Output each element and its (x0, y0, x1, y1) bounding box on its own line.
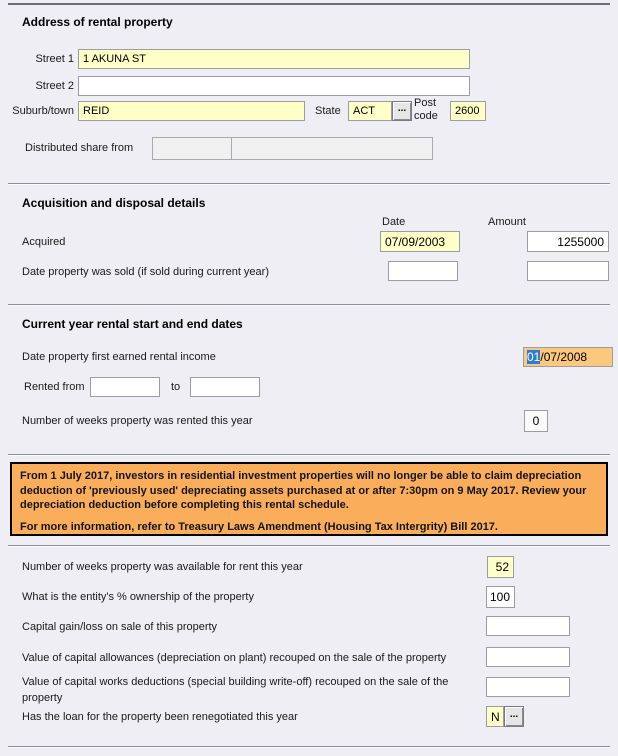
suburb-input[interactable]: REID (78, 101, 305, 121)
capital-allowances-input[interactable] (486, 647, 570, 667)
depreciation-warning-box (10, 462, 608, 536)
state-lookup-button[interactable]: ... (392, 101, 412, 121)
rented-from-label: Rented from (24, 381, 85, 393)
ownership-label: What is the entity's % ownership of the property (22, 591, 254, 603)
first-income-date-input[interactable] (523, 347, 613, 367)
bottom-divider (8, 746, 610, 748)
state-label: State (315, 105, 341, 117)
weeks-rented-label: Number of weeks property was rented this year (22, 415, 253, 427)
top-divider (8, 3, 610, 5)
postcode-input[interactable]: 2600 (450, 101, 486, 121)
amount-column-header: Amount (488, 216, 526, 228)
street1-input[interactable]: 1 AKUNA ST (78, 49, 470, 69)
sold-date-input[interactable] (388, 261, 458, 281)
suburb-label: Suburb/town (12, 105, 74, 117)
acquired-label: Acquired (22, 236, 66, 248)
capital-gain-input[interactable] (486, 616, 570, 636)
warning-paragraph-1: From 1 July 2017, investors in residential investment properties will no longer be able to claim depreciation deduction of 'previously used' depreciating assets purchased at or after 7:30pm on 9 May 2017. Review your depreciation deduction before completing this rental schedule. (20, 470, 587, 512)
sold-amount-input[interactable] (527, 261, 609, 281)
first-income-date-rest-text: /07/2008 (540, 350, 588, 364)
postcode-label: Post code (414, 97, 438, 122)
first-income-date-selected-text: 01 (527, 350, 541, 364)
date-column-header: Date (382, 216, 406, 228)
acquired-amount-input[interactable]: 1255000 (527, 231, 609, 252)
capital-works-input[interactable] (486, 677, 570, 697)
distributed-share-code[interactable] (153, 138, 231, 159)
distributed-share-name[interactable] (231, 138, 432, 159)
rented-to-label: to (171, 381, 181, 393)
loan-lookup-button[interactable]: ... (504, 706, 524, 727)
capital-works-label: Value of capital works deductions (special building write-off) recouped on the sale of the property (22, 676, 449, 704)
street2-label: Street 2 (35, 80, 74, 92)
loan-renegotiated-label: Has the loan for the property been renegotiated this year (22, 711, 298, 723)
warning-paragraph-2: For more information, refer to Treasury Laws Amendment (Housing Tax Intergrity) Bill 2017. (20, 520, 498, 533)
address-section-title: Address of rental property (22, 15, 173, 29)
rental-dates-section-title: Current year rental start and end dates (22, 317, 243, 331)
loan-renegotiated-input[interactable]: N (486, 706, 504, 727)
section-divider-1 (8, 183, 610, 185)
state-input[interactable]: ACT (348, 101, 392, 121)
street2-input[interactable] (78, 76, 470, 96)
distributed-share-separator (231, 138, 232, 159)
acquisition-section-title: Acquisition and disposal details (22, 196, 206, 210)
weeks-rented-field[interactable]: 0 (524, 410, 548, 432)
weeks-available-label: Number of weeks property was available for rent this year (22, 561, 303, 573)
capital-gain-label: Capital gain/loss on sale of this property (22, 621, 218, 633)
first-income-label: Date property first earned rental income (22, 351, 216, 363)
rented-from-input[interactable] (90, 377, 160, 397)
ownership-input[interactable]: 100 (486, 586, 515, 608)
section-divider-2 (8, 304, 610, 306)
section-divider-4 (8, 545, 610, 547)
street1-label: Street 1 (35, 53, 74, 65)
distributed-share-label: Distributed share from (25, 142, 134, 154)
capital-allowances-label: Value of capital allowances (depreciation on plant) recouped on the sale of the property (22, 652, 447, 664)
rented-to-input[interactable] (190, 377, 260, 397)
section-divider-3 (8, 454, 610, 456)
acquired-date-input[interactable]: 07/09/2003 (380, 231, 460, 252)
sold-date-label: Date property was sold (if sold during current year) (22, 266, 269, 278)
weeks-available-input[interactable]: 52 (487, 556, 514, 578)
distributed-share-field (152, 137, 433, 160)
